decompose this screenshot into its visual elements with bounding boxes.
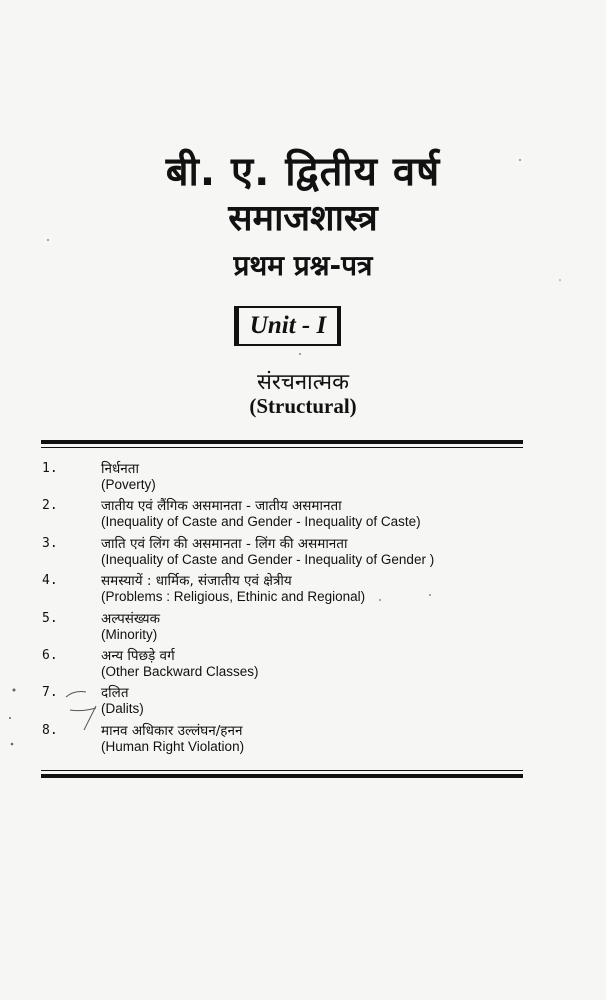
item-title-hindi: मानव अधिकार उल्लंघन/हनन (101, 722, 243, 739)
item-number: 4. (42, 573, 58, 589)
unit-label: Unit - I (249, 312, 327, 339)
item-title-hindi: जाति एवं लिंग की असमानता - लिंग की असमानता (101, 535, 348, 552)
item-title-hindi: अल्पसंख्यक (101, 610, 160, 627)
item-number: 6. (42, 647, 58, 663)
list-item (0, 683, 606, 719)
list-item (0, 459, 606, 495)
item-number: 8. (42, 722, 58, 738)
item-number: 1. (42, 461, 58, 476)
bottom-rule (41, 774, 523, 778)
top-rule (41, 440, 523, 444)
list-item (0, 496, 606, 532)
section-title-english: (Structural) (249, 394, 357, 418)
item-title-hindi: अन्य पिछड़े वर्ग (101, 647, 175, 664)
list-item (0, 571, 606, 607)
course-title: बी. ए. द्वितीय वर्ष (165, 149, 441, 195)
item-title-hindi: समस्यायें : धार्मिक, संजातीय एवं क्षेत्रीय (101, 573, 292, 590)
item-number: 3. (42, 535, 58, 551)
item-title-english: (Problems : Religious, Ethinic and Regional) (101, 589, 366, 605)
item-title-english: (Human Right Violation) (101, 738, 245, 754)
list-item (0, 534, 606, 570)
list-item (0, 721, 606, 757)
item-number: 2. (42, 498, 58, 514)
contents-list (0, 459, 606, 758)
list-item (0, 609, 606, 645)
top-rule-thin (41, 447, 523, 448)
item-title-english: (Inequality of Caste and Gender - Inequality of Caste) (101, 514, 421, 530)
bottom-rule-thin (41, 770, 523, 771)
item-title-english: (Poverty) (101, 477, 156, 492)
unit-box (234, 306, 341, 346)
item-number: 5. (42, 610, 58, 626)
item-title-english: (Other Backward Classes) (101, 663, 259, 679)
item-title-hindi: निर्धनता (101, 461, 139, 477)
item-number: 7. (42, 685, 58, 701)
section-title-hindi: संरचनात्मक (257, 370, 349, 395)
item-title-hindi: जातीय एवं लैंगिक असमानता - जातीय असमानता (101, 498, 342, 515)
item-title-english: (Dalits) (101, 701, 144, 717)
list-item (0, 646, 606, 682)
item-title-english: (Minority) (101, 626, 158, 642)
item-title-hindi: दलित (101, 685, 129, 702)
subject-title: समाजशास्त्र (228, 198, 378, 239)
paper-title: प्रथम प्रश्न-पत्र (233, 249, 373, 282)
item-title-english: (Inequality of Caste and Gender - Inequality of Gender ) (101, 551, 435, 567)
